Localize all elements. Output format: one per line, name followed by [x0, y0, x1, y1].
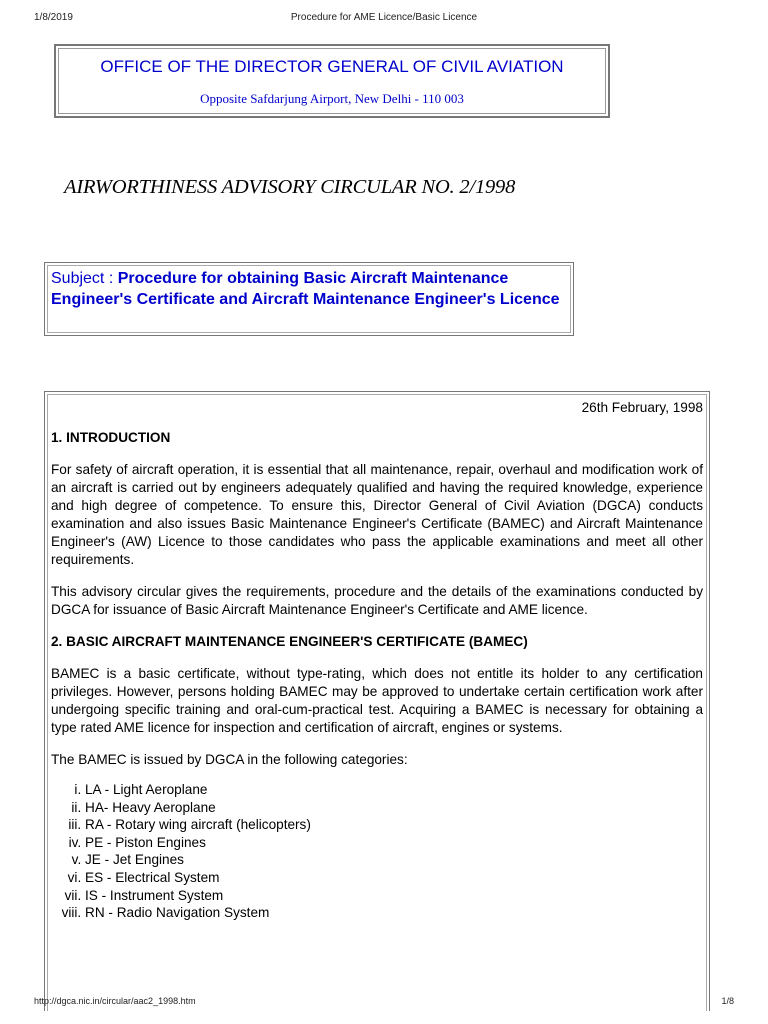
paragraph: The BAMEC is issued by DGCA in the following categories:: [51, 752, 408, 767]
list-item: iii. RA - Rotary wing aircraft (helicopters): [85, 816, 703, 834]
section-heading-introduction: 1. INTRODUCTION: [51, 430, 171, 445]
circular-date: 26th February, 1998: [581, 400, 703, 415]
subject-box: [44, 262, 574, 336]
content-box: [44, 391, 710, 1011]
print-url[interactable]: http://dgca.nic.in/circular/aac2_1998.htm: [34, 996, 196, 1006]
office-header-box: [54, 44, 610, 118]
print-header: [34, 6, 734, 22]
subject-text: Procedure for obtaining Basic Aircraft Maintenance Engineer's Certificate and Aircraft Maintenance Engineer's Licence: [51, 270, 560, 308]
list-item: vii. IS - Instrument System: [85, 887, 703, 905]
section-heading-bamec: 2. BASIC AIRCRAFT MAINTENANCE ENGINEER'S CERTIFICATE (BAMEC): [51, 634, 528, 649]
list-item: v. JE - Jet Engines: [85, 851, 703, 869]
paragraph: For safety of aircraft operation, it is essential that all maintenance, repair, overhaul and modification work of an aircraft is carried out by engineers adequately qualified and having the required knowledge, experience and high degree of competence. To ensure this, Director General of Civil Aviation (DGCA) conducts examination and also issues Basic Maintenance Engineer's Certificate (BAMEC) and Aircraft Maintenance Engineer's (AW) Licence to those candidates who pass the applicable examinations and meet all other requirements.: [51, 462, 703, 567]
circular-title: AIRWORTHINESS ADVISORY CIRCULAR NO. 2/1998: [64, 176, 516, 198]
print-date: 1/8/2019: [34, 12, 73, 23]
paragraph: This advisory circular gives the requirements, procedure and the details of the examinations conducted by DGCA for issuance of Basic Aircraft Maintenance Engineer's Certificate and AME licence.: [51, 584, 703, 617]
office-name: OFFICE OF THE DIRECTOR GENERAL OF CIVIL AVIATION: [100, 57, 564, 76]
list-item: ii. HA- Heavy Aeroplane: [85, 799, 703, 817]
list-item: iv. PE - Piston Engines: [85, 834, 703, 852]
office-address: Opposite Safdarjung Airport, New Delhi - 110 003: [200, 91, 464, 106]
print-footer: [34, 996, 734, 1010]
page-number: 1/8: [721, 996, 734, 1006]
subject-label: Subject :: [51, 270, 118, 287]
list-item: i. LA - Light Aeroplane: [85, 781, 703, 799]
print-page-title: Procedure for AME Licence/Basic Licence: [290, 12, 478, 23]
list-item: viii. RN - Radio Navigation System: [85, 904, 703, 922]
paragraph: BAMEC is a basic certificate, without type-rating, which does not entitle its holder to any certification privileges. However, persons holding BAMEC may be approved to undertake certain certification work after undergoing specific training and oral-cum-practical test. Acquiring a BAMEC is necessary for obtaining a type rated AME licence for inspection and certification of aircraft, engines or systems.: [51, 666, 703, 735]
category-list: [51, 781, 703, 922]
list-item: vi. ES - Electrical System: [85, 869, 703, 887]
